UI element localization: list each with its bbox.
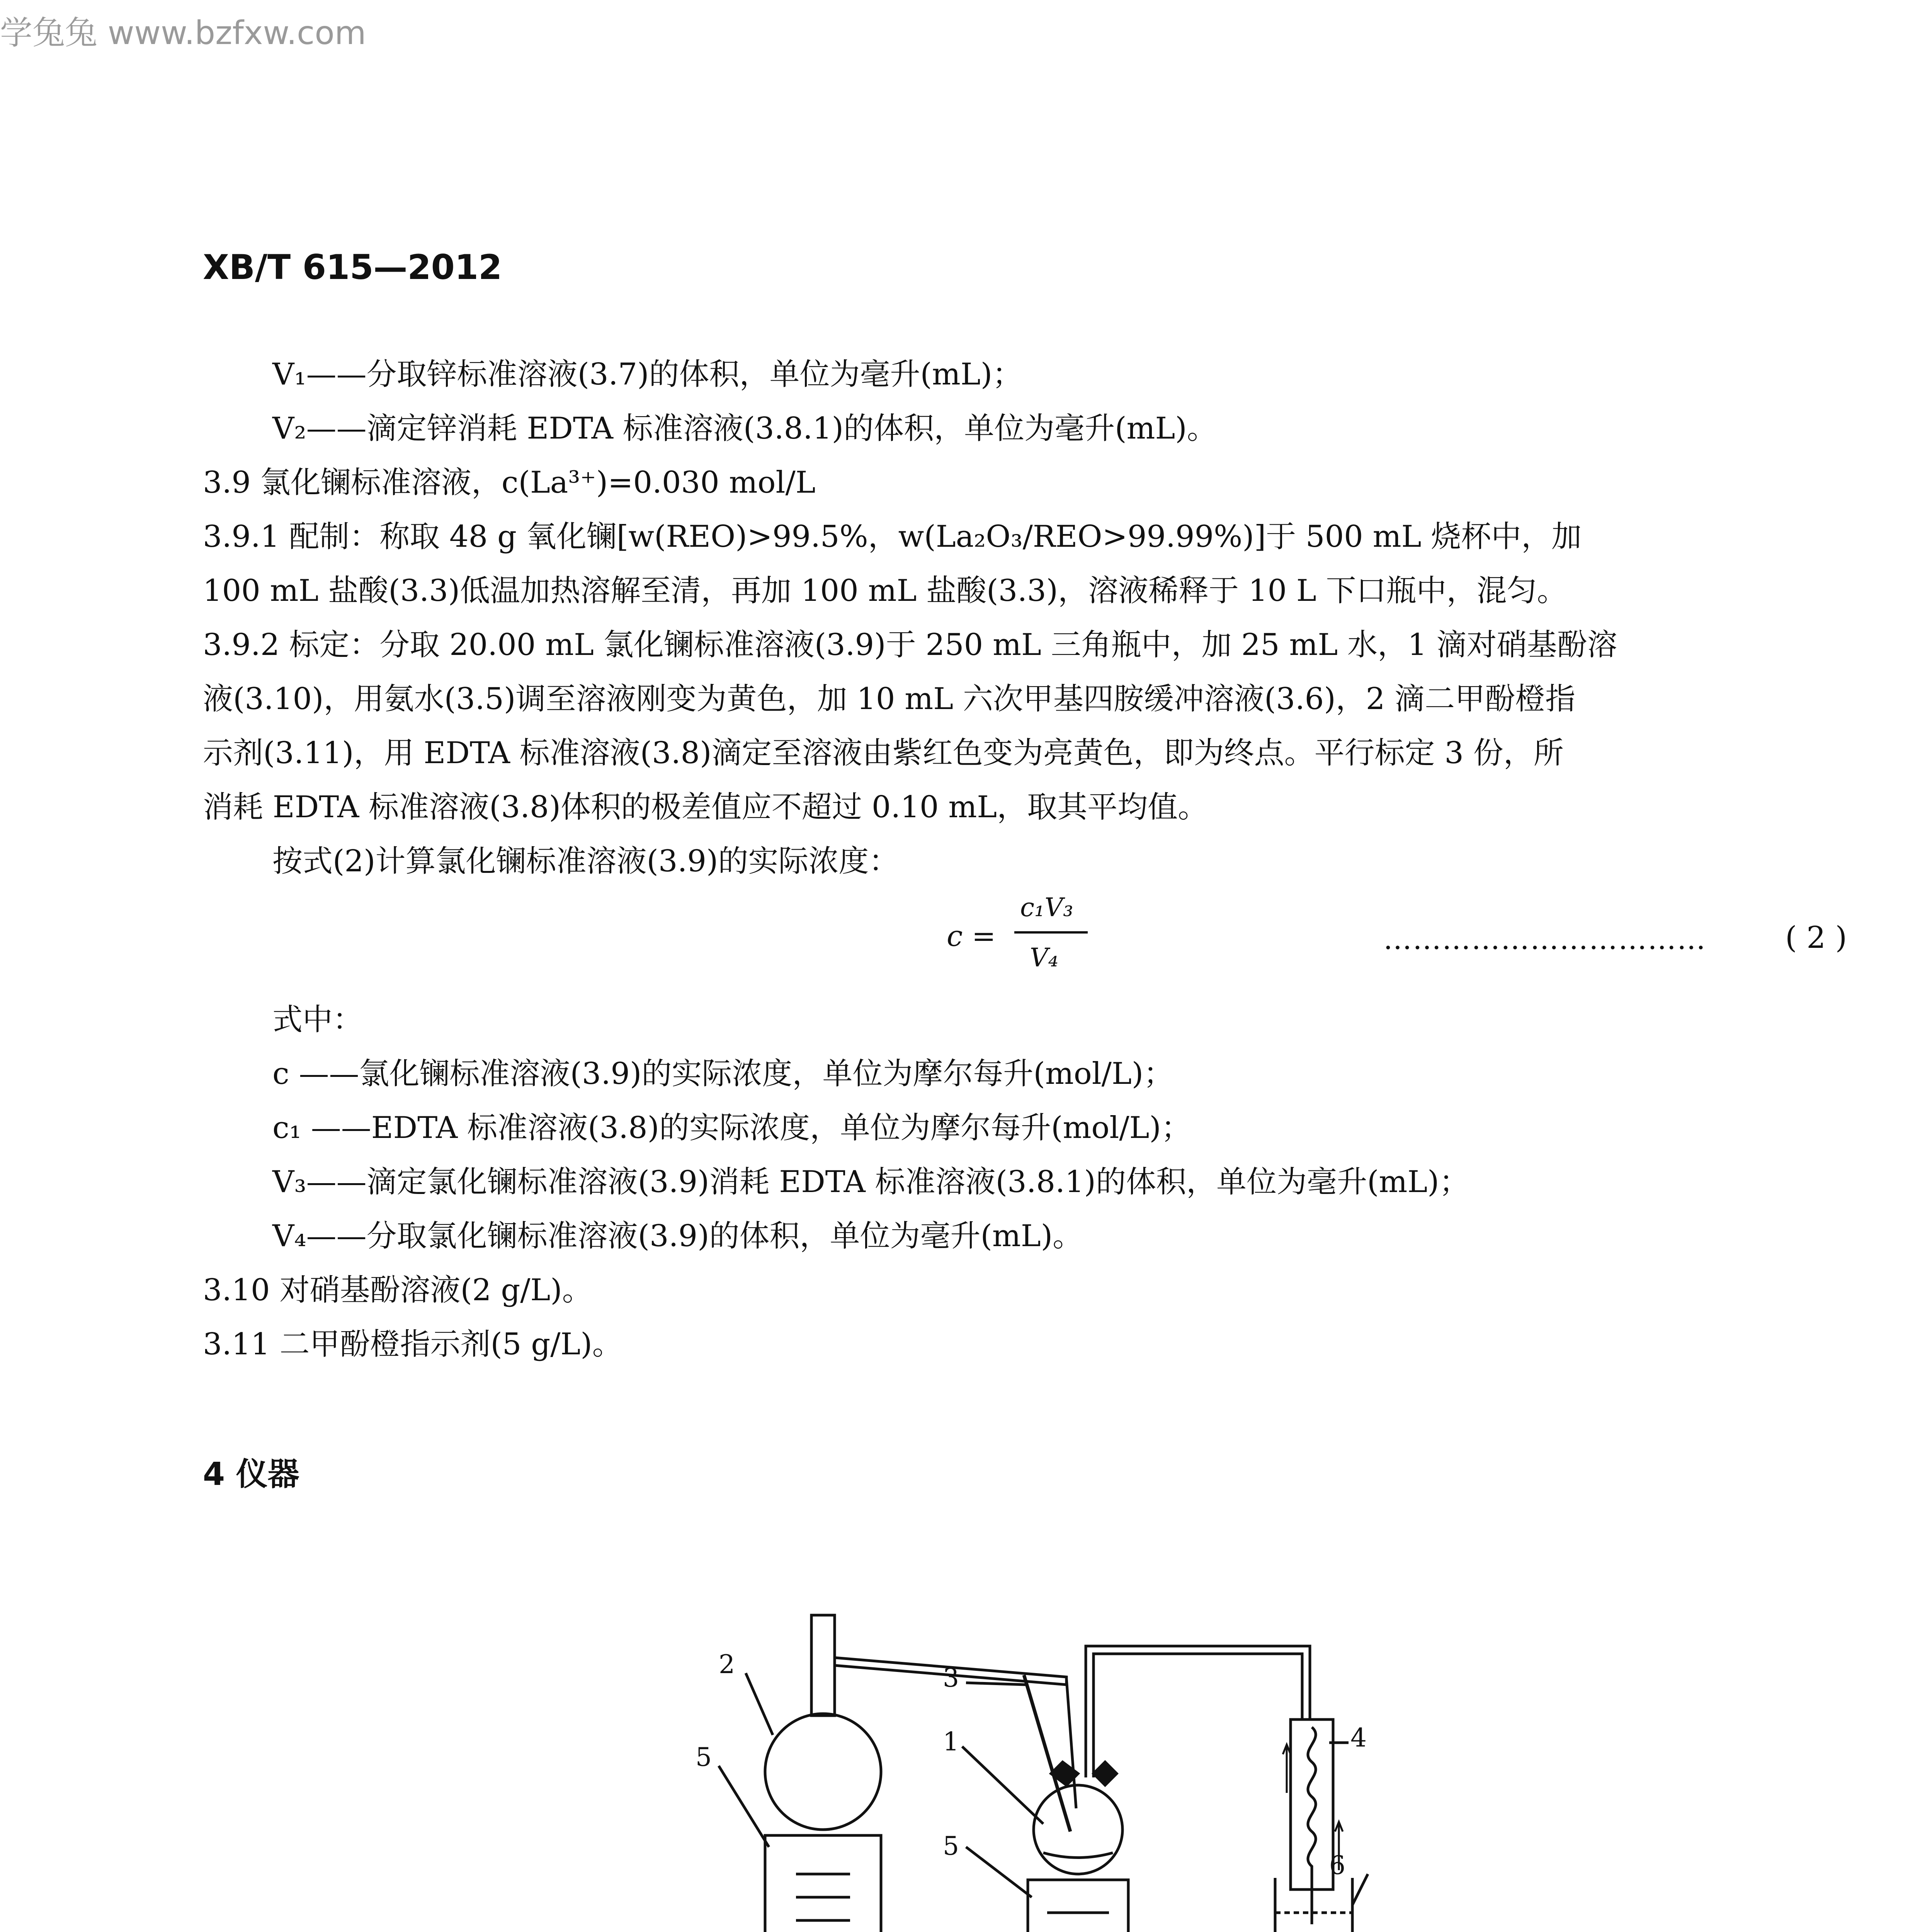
section-3-9: 3.9 氯化镧标准溶液，c(La³⁺)=0.030 mol/L [203,465,816,500]
diagram-label-3: 3 [943,1663,959,1693]
distillation-flask [1034,1785,1122,1874]
formula-fraction-bar [1014,931,1088,934]
steam-inlet-tube [1066,1679,1076,1808]
section-3-9-2-line3: 示剂(3.11)，用 EDTA 标准溶液(3.8)滴定至溶液由紫红色变为亮黄色，即为终点。平行标定 3 份，所 [203,736,1564,770]
diagram-label-1: 1 [943,1727,959,1757]
stopper-right [1094,1762,1117,1785]
where-label: 式中： [272,1002,363,1037]
section-4-heading: 4 仪器 [203,1456,299,1493]
def-v1: V₁——分取锌标准溶液(3.7)的体积，单位为毫升(mL)； [272,357,1023,392]
distillation-apparatus-diagram [696,1592,1367,1932]
formula-denominator: V₄ [1030,943,1059,973]
formula-number: ( 2 ) [1785,920,1847,955]
formula-dots: …………………………… [1383,923,1706,956]
section-3-9-1-line2: 100 mL 盐酸(3.3)低温加热溶解至清，再加 100 mL 盐酸(3.3)，溶液稀释于 10 L 下口瓶中，混匀。 [203,573,1567,608]
thermometer [1024,1675,1070,1832]
vapor-tube [1086,1646,1310,1777]
diagram-label-6: 6 [1329,1850,1345,1880]
diagram-label-5-center: 5 [943,1831,959,1861]
heater-left [765,1835,881,1932]
def-c: c ——氯化镧标准溶液(3.9)的实际浓度，单位为摩尔每升(mol/L)； [272,1056,1174,1091]
section-3-9-2-line2: 液(3.10)，用氨水(3.5)调至溶液刚变为黄色，加 10 mL 六次甲基四胺缓冲溶液(3.6)，2 滴二甲酚橙指 [203,682,1576,716]
beaker [1275,1878,1352,1932]
formula-lhs: c = [947,920,996,953]
section-3-9-2-line4: 消耗 EDTA 标准溶液(3.8)体积的极差值应不超过 0.10 mL，取其平均值。 [203,790,1208,825]
flask-liquid [1043,1853,1113,1858]
steam-flask-neck [811,1615,835,1716]
def-c1: c₁ ——EDTA 标准溶液(3.8)的实际浓度，单位为摩尔每升(mol/L)； [272,1111,1191,1145]
section-3-11: 3.11 二甲酚橙指示剂(5 g/L)。 [203,1327,622,1362]
diagram-label-5-left: 5 [696,1742,712,1772]
heater-center [1028,1880,1128,1932]
def-v2: V₂——滴定锌消耗 EDTA 标准溶液(3.8.1)的体积，单位为毫升(mL)。 [272,411,1217,446]
document-id: XB/T 615—2012 [203,247,502,287]
section-3-10: 3.10 对硝基酚溶液(2 g/L)。 [203,1273,592,1308]
formula-intro: 按式(2)计算氯化镧标准溶液(3.9)的实际浓度： [272,844,899,879]
watermark: 学兔兔 www.bzfxw.com [0,14,366,52]
diagram-label-4: 4 [1350,1723,1367,1753]
diagram-label-2: 2 [719,1650,735,1679]
section-3-9-2-line1: 3.9.2 标定：分取 20.00 mL 氯化镧标准溶液(3.9)于 250 mL 三角瓶中，加 25 mL 水，1 滴对硝基酚溶 [203,628,1617,662]
def-v3: V₃——滴定氯化镧标准溶液(3.9)消耗 EDTA 标准溶液(3.8.1)的体积，单位为毫升(mL)； [272,1165,1469,1199]
section-3-9-1-line1: 3.9.1 配制：称取 48 g 氧化镧[w(REO)>99.5%，w(La₂O₃/REO>99.99%)]于 500 mL 烧杯中，加 [203,519,1582,554]
formula-numerator: c₁V₃ [1020,893,1073,922]
def-v4: V₄——分取氯化镧标准溶液(3.9)的体积，单位为毫升(mL)。 [272,1219,1083,1253]
steam-flask [765,1714,881,1830]
